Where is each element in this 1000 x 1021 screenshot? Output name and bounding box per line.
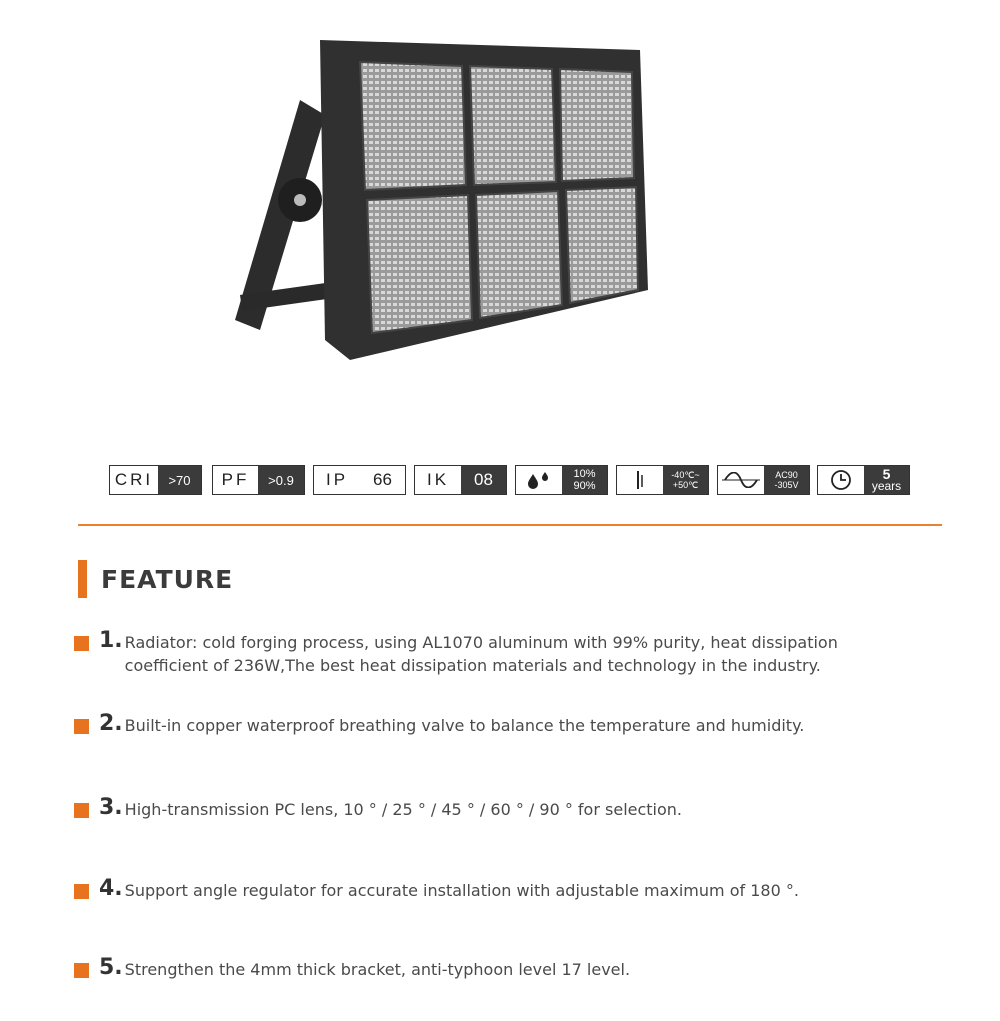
- feature-number: 5.: [99, 955, 123, 980]
- cri-label: CRI: [114, 470, 154, 489]
- voltage-max: -305V: [774, 480, 799, 490]
- feature-title: FEATURE: [101, 564, 234, 594]
- voltage-min: AC90: [775, 470, 798, 480]
- feature-item: [74, 795, 925, 821]
- bullet-square: [74, 884, 89, 899]
- feature-number: 2.: [99, 711, 123, 736]
- feature-number: 4.: [99, 876, 123, 901]
- warranty-years: 5: [882, 466, 891, 482]
- clock-icon: [818, 466, 864, 494]
- feature-text: Built-in copper waterproof breathing valve to balance the temperature and humidity.: [124, 716, 805, 735]
- bullet-square: [74, 636, 89, 651]
- ip-label: IP: [325, 470, 349, 489]
- floodlight-product-image: [200, 20, 660, 370]
- cri-badge: [109, 465, 202, 495]
- temperature-max: +50℃: [672, 480, 699, 490]
- bullet-square: [74, 719, 89, 734]
- ik-label: IK: [426, 470, 450, 489]
- feature-text: High-transmission PC lens, 10 ° / 25 ° / 45 ° / 60 ° / 90 ° for selection.: [124, 800, 683, 819]
- feature-item: [74, 955, 925, 981]
- ip-badge: [313, 465, 406, 495]
- water-drops-icon: [516, 466, 562, 494]
- feature-item: [74, 711, 925, 737]
- voltage-value: [764, 466, 809, 494]
- feature-number: 3.: [99, 795, 123, 820]
- warranty-badge: [817, 465, 910, 495]
- heading-accent-bar: [78, 560, 87, 598]
- temperature-min: -40℃~: [671, 470, 700, 480]
- bullet-square: [74, 963, 89, 978]
- feature-heading: [78, 560, 233, 598]
- feature-item: [74, 628, 925, 677]
- warranty-value: [864, 466, 909, 494]
- section-divider: [78, 524, 942, 526]
- thermometer-icon: [617, 466, 663, 494]
- ik-value: 08: [461, 466, 506, 494]
- pf-label: PF: [221, 470, 250, 489]
- ac-wave-icon: [718, 466, 764, 494]
- ik-badge: [414, 465, 507, 495]
- bullet-square: [74, 803, 89, 818]
- pf-value: >0.9: [258, 466, 304, 494]
- humidity-value: [562, 466, 607, 494]
- feature-number: 1.: [99, 628, 123, 653]
- temperature-value: [663, 466, 708, 494]
- humidity-badge: [515, 465, 608, 495]
- cri-value: >70: [158, 466, 201, 494]
- pf-badge: [212, 465, 305, 495]
- temperature-badge: [616, 465, 709, 495]
- feature-text: Strengthen the 4mm thick bracket, anti-typhoon level 17 level.: [124, 960, 631, 979]
- warranty-unit: years: [871, 479, 902, 493]
- voltage-badge: [717, 465, 810, 495]
- feature-text: Radiator: cold forging process, using AL1070 aluminum with 99% purity, heat dissipation coefficient of 236W,The best heat dissipation materials and technology in the industry.: [124, 633, 838, 675]
- ip-value: 66: [360, 466, 405, 494]
- humidity-max: 90%: [573, 480, 596, 492]
- feature-text: Support angle regulator for accurate installation with adjustable maximum of 180 °.: [124, 881, 799, 900]
- feature-item: [74, 876, 925, 902]
- humidity-min: 10%: [573, 468, 596, 480]
